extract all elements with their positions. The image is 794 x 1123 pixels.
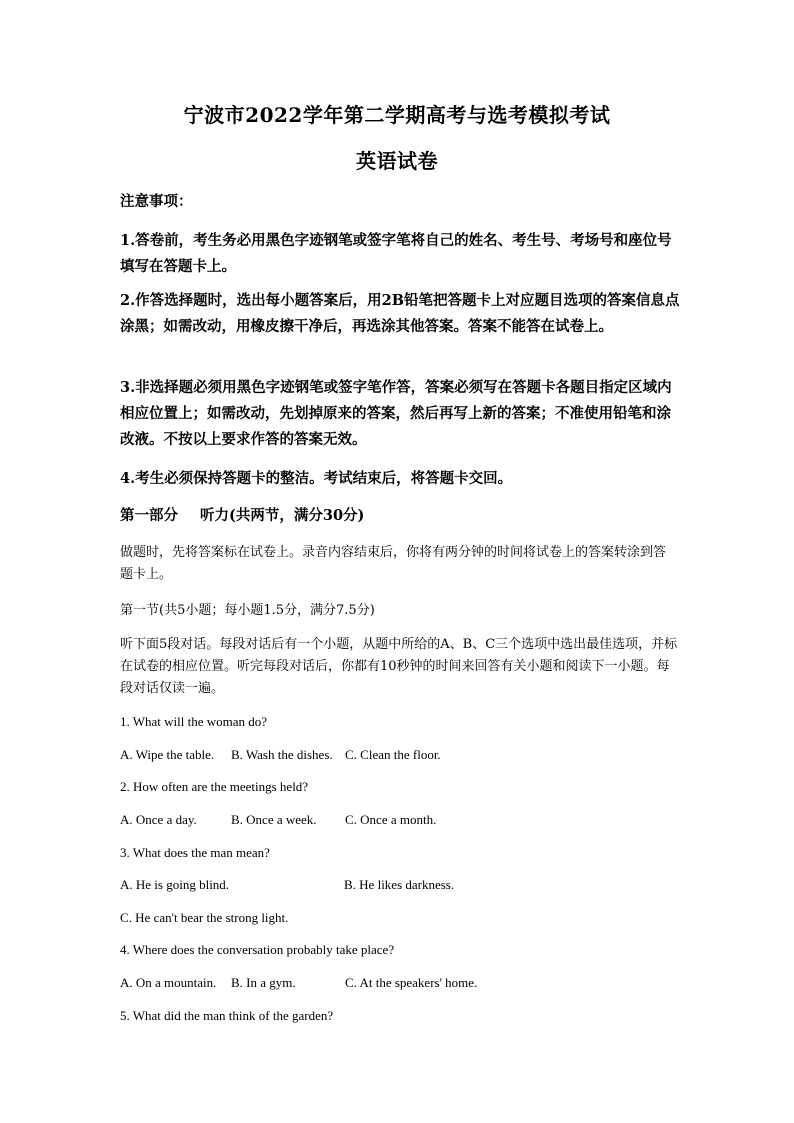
notice-item: 2.作答选择题时，选出每小题答案后，用2B铅笔把答题卡上对应题目选项的答案信息点涂黑；如需改动，用橡皮擦干净后，再选涂其他答案。答案不能答在试卷上。 — [120, 292, 680, 335]
question-stem: 3. What does the man mean? — [120, 845, 270, 860]
question-option: A. He is going blind. — [120, 877, 230, 892]
question-option: A. On a mountain. — [120, 975, 217, 990]
question-stem: 5. What did the man think of the garden? — [120, 1008, 334, 1023]
part-one-title: 听力(共两节，满分30分) — [200, 507, 365, 524]
exam-title: 宁波市2022学年第二学期高考与选考模拟考试 — [183, 103, 611, 127]
question-stem: 2. How often are the meetings held? — [120, 779, 309, 794]
listening-instructions: 做题时，先将答案标在试卷上。录音内容结束后，你将有两分钟的时间将试卷上的答案转涂到答题卡上。 — [120, 545, 667, 582]
question-option: B. He likes darkness. — [344, 877, 455, 892]
exam-subtitle: 英语试卷 — [356, 149, 438, 173]
question-stem: 1. What will the woman do? — [120, 714, 268, 729]
question-option: C. He can't bear the strong light. — [120, 910, 289, 925]
question-option: C. Clean the floor. — [345, 747, 441, 762]
notice-item: 3.非选择题必须用黑色字迹钢笔或签字笔作答，答案必须写在答题卡各题目指定区域内相应位置上；如需改动，先划掉原来的答案，然后再写上新的答案；不准使用铅笔和涂改液。不按以上要求作答的答案无效。 — [120, 379, 672, 448]
notice-heading: 注意事项： — [120, 193, 193, 210]
question-option: B. Once a week. — [231, 812, 317, 827]
part-one-label: 第一部分 — [120, 507, 178, 524]
section-one-heading: 第一节(共5小题；每小题1.5分，满分7.5分) — [120, 603, 375, 618]
section-one-instructions: 听下面5段对话。每段对话后有一个小题，从题中所给的A、B、C三个选项中选出最佳选项，并标在试卷的相应位置。听完每段对话后，你都有10秒钟的时间来回答有关小题和阅读下一小题。每段对话仅读一遍。 — [120, 637, 678, 696]
question-stem: 4. Where does the conversation probably take place? — [120, 942, 395, 957]
question-option: B. In a gym. — [231, 975, 296, 990]
notice-item: 1.答卷前，考生务必用黑色字迹钢笔或签字笔将自己的姓名、考生号、考场号和座位号填写在答题卡上。 — [120, 232, 672, 275]
question-option: B. Wash the dishes. — [231, 747, 333, 762]
question-option: A. Wipe the table. — [120, 747, 215, 762]
part-one-heading — [120, 504, 364, 525]
question-option: C. At the speakers' home. — [345, 975, 478, 990]
notice-item: 4.考生必须保持答题卡的整洁。考试结束后，将答题卡交回。 — [120, 470, 513, 487]
question-option: C. Once a month. — [345, 812, 437, 827]
question-option: A. Once a day. — [120, 812, 197, 827]
